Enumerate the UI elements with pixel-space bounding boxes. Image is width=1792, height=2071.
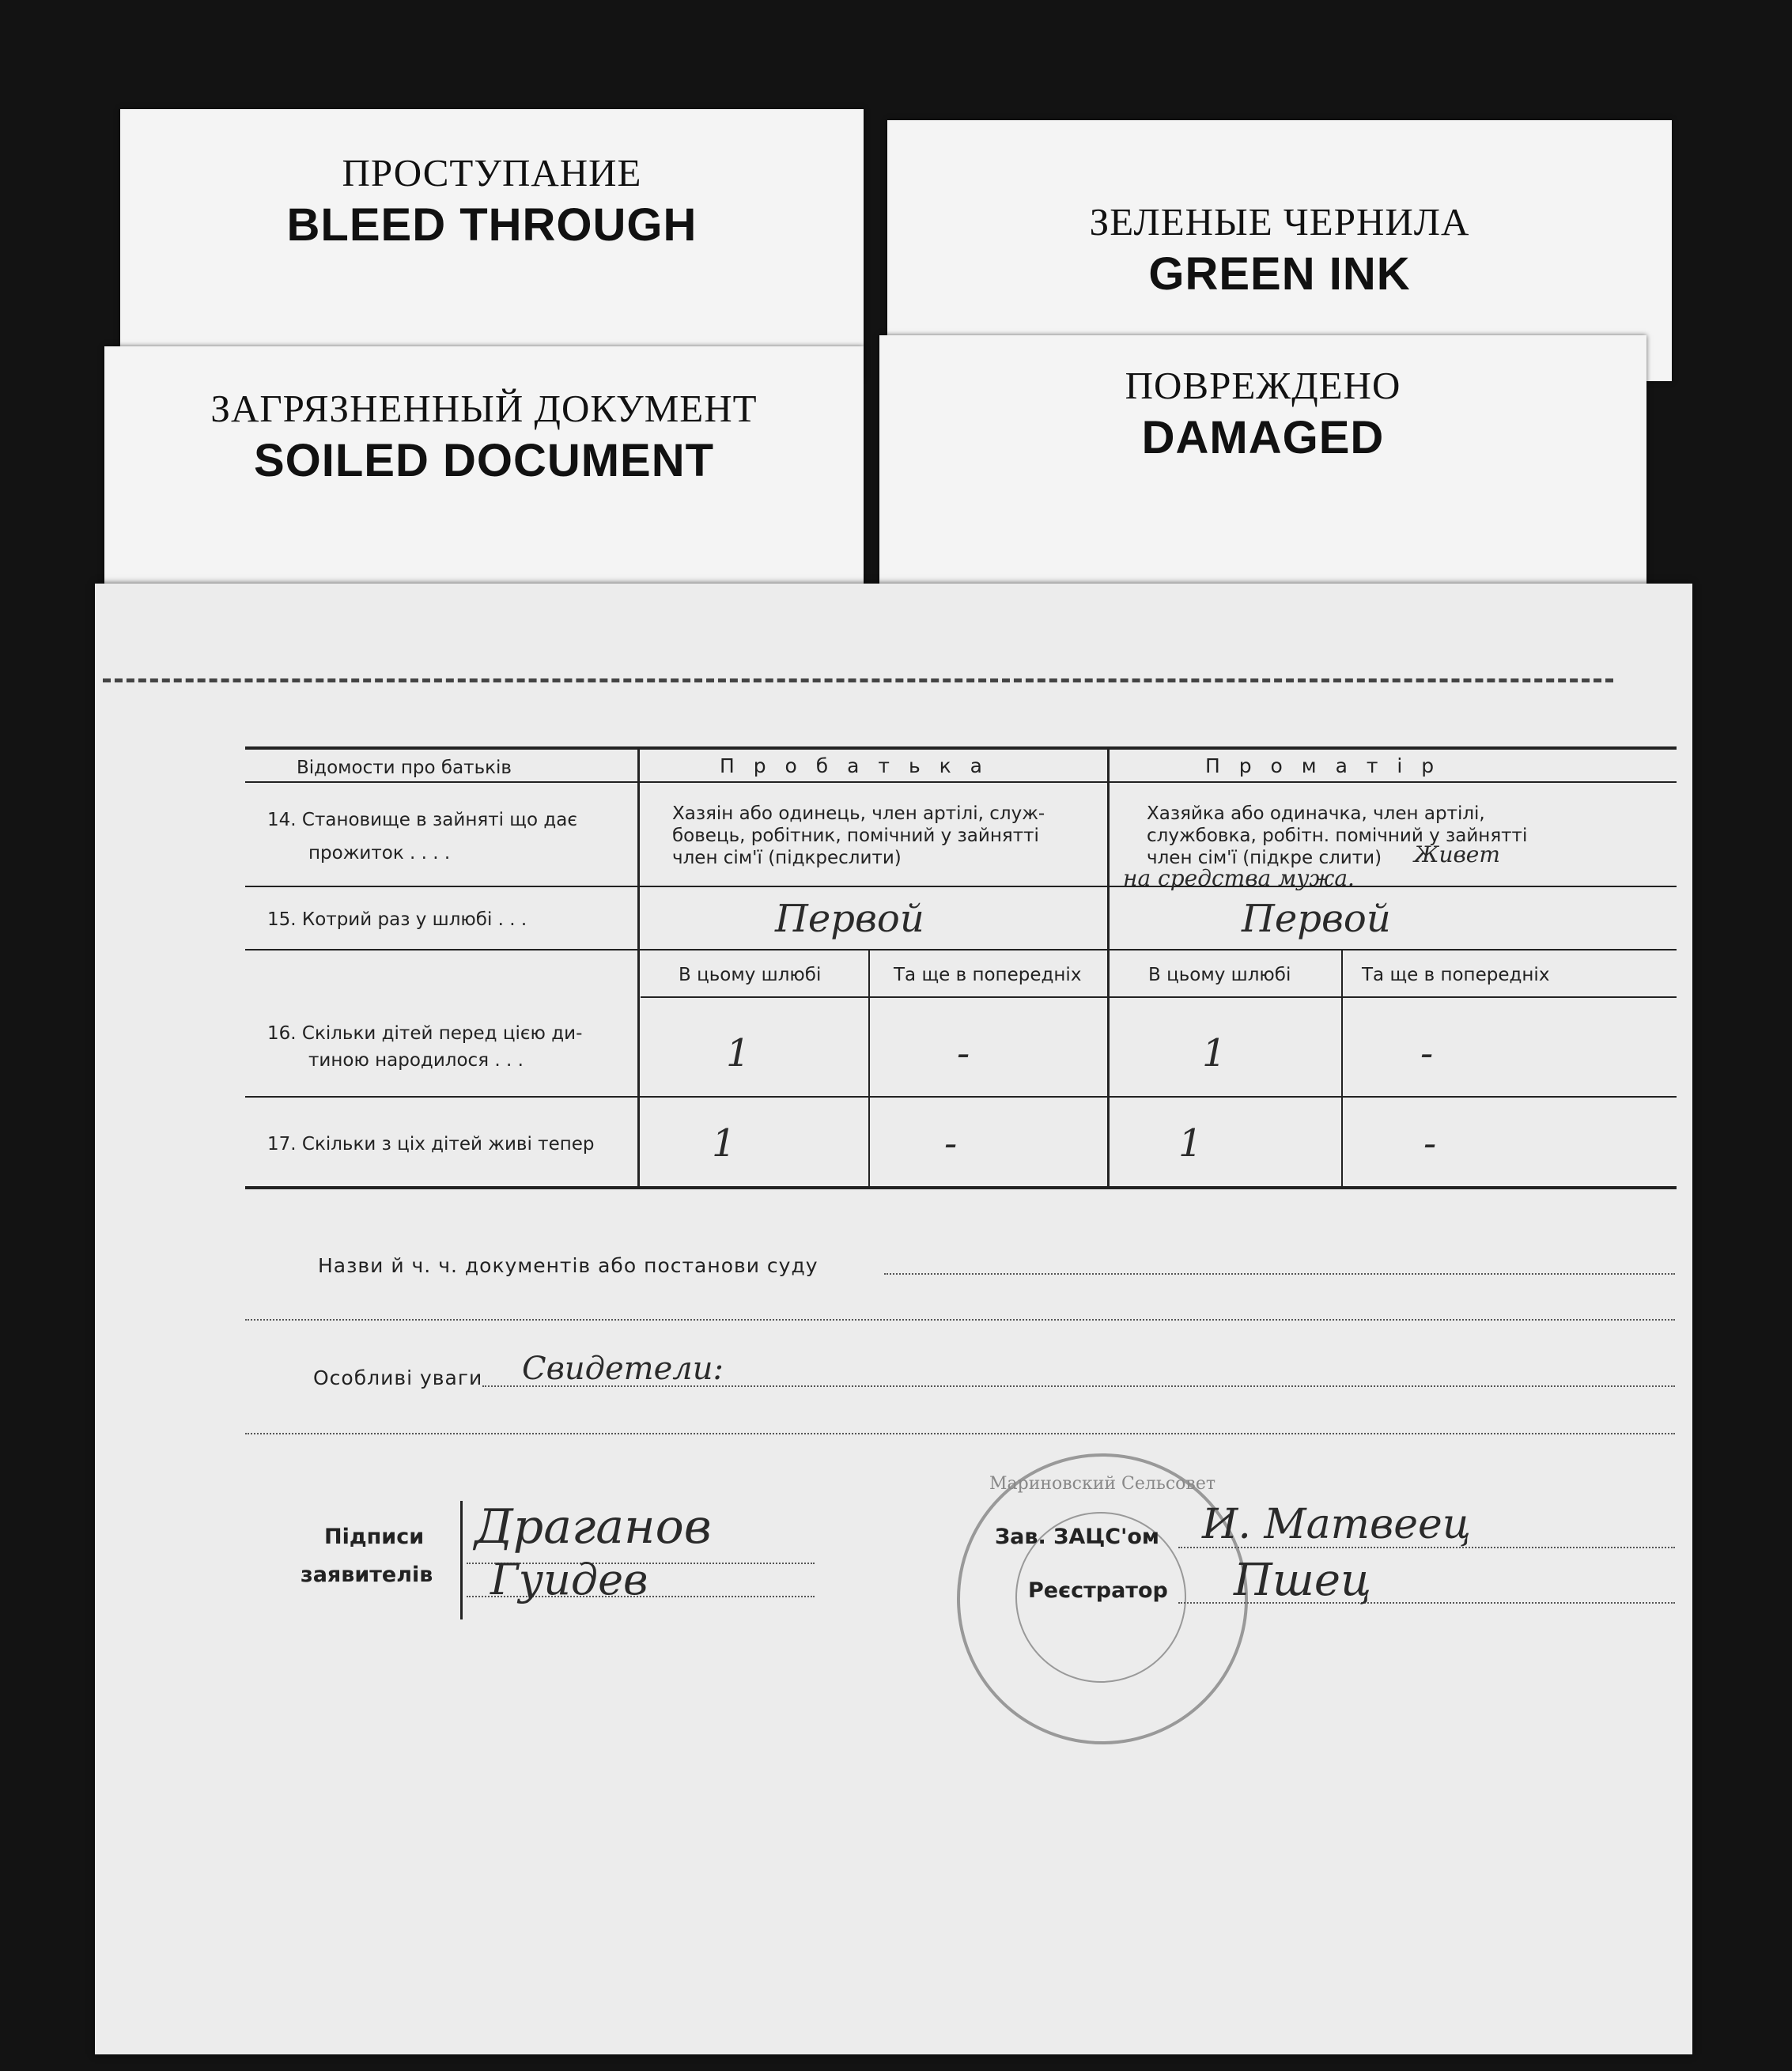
subheader-mother-this: В цьому шлюбі	[1148, 965, 1291, 985]
row16-rule	[245, 1096, 1677, 1098]
applicant-signature-1: Драганов	[474, 1499, 712, 1555]
green-ink-en: GREEN INK	[1148, 248, 1411, 300]
damaged-card	[879, 335, 1646, 588]
applicant-signature-2: Гуидев	[490, 1555, 648, 1604]
registrar-label: Реєстратор	[1028, 1578, 1168, 1603]
notes-value: Свидетели:	[522, 1351, 724, 1387]
row14-mother-3: член сім'ї (підкре слити)	[1147, 848, 1382, 868]
zags-head-signature: И. Матвеец	[1202, 1501, 1472, 1548]
perforation-line	[103, 678, 1613, 682]
header-rule	[245, 781, 1677, 783]
header-info: Відомости про батьків	[297, 758, 512, 778]
row14-mother-2: службовка, робітн. помічний у зайнятті	[1147, 826, 1528, 846]
col-divider-2	[1107, 746, 1110, 1189]
registrar-signature: Пшец	[1234, 1555, 1372, 1606]
signatures-label-1: Підписи	[324, 1525, 425, 1549]
row15-label: 15. Котрий раз у шлюбі . . .	[267, 909, 527, 930]
soiled-document-card	[104, 346, 864, 584]
documents-line-1	[884, 1273, 1675, 1275]
signatures-bracket	[460, 1501, 463, 1619]
row17-mother-prev: -	[1423, 1121, 1437, 1166]
col-divider-4	[1341, 949, 1343, 1189]
documents-line-2	[245, 1319, 1675, 1321]
row14-rule	[245, 886, 1677, 887]
notes-label: Особливі уваги	[313, 1366, 483, 1389]
row17-father-this: 1	[712, 1121, 736, 1166]
subheader-father-this: В цьому шлюбі	[679, 965, 822, 985]
zags-head-label: Зав. ЗАЦС'ом	[995, 1525, 1159, 1549]
header-father: П р о б а т ь к а	[720, 754, 989, 777]
header-mother: П р о м а т і р	[1205, 754, 1441, 777]
row17-father-prev: -	[944, 1121, 958, 1166]
green-ink-ru: ЗЕЛЕНЫЕ ЧЕРНИЛА	[1089, 200, 1470, 244]
notes-line-1	[482, 1385, 1675, 1387]
row14-mother-note-1: Живет	[1414, 841, 1500, 867]
row14-father-2: бовець, робітник, помічний у зайнятті	[672, 826, 1039, 846]
soiled-document-en: SOILED DOCUMENT	[253, 435, 715, 486]
row17-mother-this: 1	[1178, 1121, 1203, 1166]
damaged-en: DAMAGED	[1141, 412, 1385, 463]
row16-mother-prev: -	[1420, 1031, 1434, 1075]
row16-label-2: тиною народилося . . .	[308, 1050, 524, 1071]
notes-line-2	[245, 1433, 1675, 1434]
row14-mother-note-2: на средства мужа.	[1123, 865, 1355, 891]
row15-mother-value: Первой	[1242, 897, 1391, 941]
row16-father-this: 1	[726, 1031, 750, 1075]
row16-label-1: 16. Скільки дітей перед цією ди-	[267, 1023, 583, 1044]
table-top-rule	[245, 746, 1677, 750]
bleed-through-ru: ПРОСТУПАНИЕ	[342, 151, 642, 195]
seal-text: Мариновский Сельсовет	[989, 1474, 1216, 1494]
subheader-father-prev: Та ще в попередніх	[894, 965, 1082, 985]
col-divider-3	[868, 949, 870, 1189]
row14-father-3: член сім'ї (підкреслити)	[672, 848, 902, 868]
soiled-document-ru: ЗАГРЯЗНЕННЫЙ ДОКУМЕНТ	[210, 387, 758, 430]
table-bottom-rule	[245, 1186, 1677, 1189]
row15-rule	[245, 949, 1677, 950]
row15-father-value: Первой	[775, 897, 924, 941]
col-divider-1	[637, 746, 640, 1189]
row14-father-1: Хазяін або одинець, член артілі, служ-	[672, 803, 1045, 824]
row17-label: 17. Скільки з ціх дітей живі тепер	[267, 1134, 595, 1155]
documents-label: Назви й ч. ч. документів або постанови суду	[318, 1254, 818, 1277]
damaged-ru: ПОВРЕЖДЕНО	[1125, 364, 1401, 407]
row14-mother-1: Хазяйка або одиначка, член артілі,	[1147, 803, 1485, 824]
bleed-through-card	[120, 109, 864, 378]
row16-father-prev: -	[957, 1031, 970, 1075]
bleed-through-en: BLEED THROUGH	[286, 199, 698, 251]
subheader-rule	[641, 996, 1677, 998]
signatures-label-2: заявителів	[301, 1563, 433, 1587]
row16-mother-this: 1	[1202, 1031, 1227, 1075]
subheader-mother-prev: Та ще в попередніх	[1362, 965, 1550, 985]
form-sheet	[95, 584, 1692, 2054]
row14-label-1: 14. Становище в зайняті що дає	[267, 810, 577, 830]
row14-label-2: прожиток . . . .	[308, 843, 451, 864]
